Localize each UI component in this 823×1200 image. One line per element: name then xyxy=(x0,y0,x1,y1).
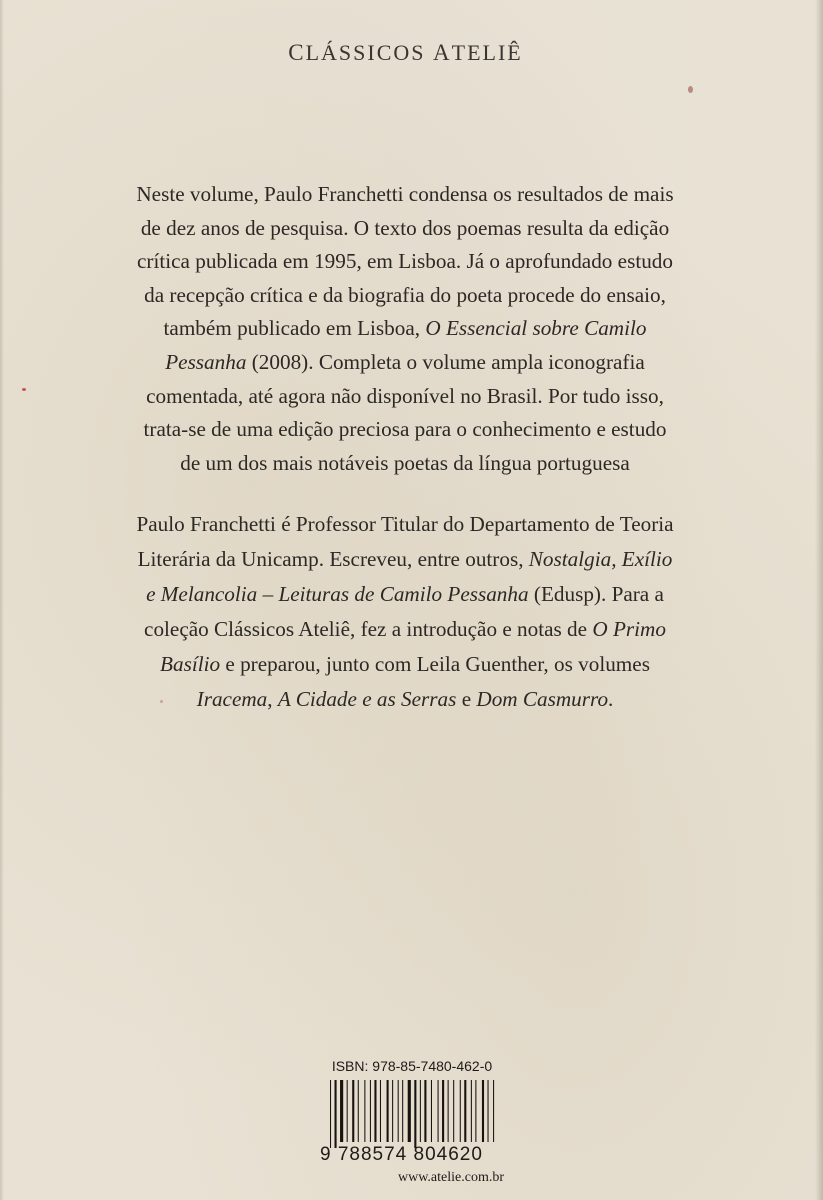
barcode-bar xyxy=(335,1080,337,1148)
barcode-bar xyxy=(352,1080,354,1142)
barcode-bars-icon xyxy=(322,1080,502,1150)
barcode-area xyxy=(320,1058,504,1190)
barcode-bar xyxy=(364,1080,365,1142)
description-line: também publicado em Lisboa, O Essencial sobre Camilo xyxy=(163,316,647,341)
bio-line: Iracema, A Cidade e as Serras e Dom Casmurro. xyxy=(196,687,614,711)
barcode-bar xyxy=(482,1080,484,1142)
book-title-italic: e Melancolia – Leituras de Camilo Pessanha xyxy=(146,582,529,606)
book-title-italic: Dom Casmurro xyxy=(476,687,609,711)
cover-left-edge-shadow xyxy=(0,0,4,1200)
description-line: da recepção crítica e da biografia do poeta procede do ensaio, xyxy=(144,282,666,307)
barcode-bar xyxy=(374,1080,376,1142)
barcode-bar xyxy=(448,1080,449,1142)
barcode-bar xyxy=(358,1080,359,1142)
barcode-bar xyxy=(408,1080,411,1142)
bio-line: Paulo Franchetti é Professor Titular do Departamento de Teoria xyxy=(136,512,674,536)
stain-speck xyxy=(688,86,693,93)
publisher-website: www.atelie.com.br xyxy=(398,1170,504,1185)
description-line: de um dos mais notáveis poetas da língua portuguesa xyxy=(180,450,630,475)
barcode-bar xyxy=(453,1080,454,1142)
barcode-bar xyxy=(464,1080,466,1142)
barcode-bar xyxy=(424,1080,426,1142)
description-line: crítica publicada em 1995, em Lisboa. Já o aprofundado estudo xyxy=(137,249,673,274)
book-title-italic: O Primo xyxy=(592,617,666,641)
barcode-bar xyxy=(431,1080,432,1142)
author-bio xyxy=(96,507,714,717)
barcode-bar xyxy=(398,1080,399,1142)
barcode-bar xyxy=(488,1080,489,1142)
barcode-bar xyxy=(442,1080,444,1142)
barcode-bar xyxy=(402,1080,403,1142)
barcode-bar xyxy=(392,1080,393,1142)
description-line: de dez anos de pesquisa. O texto dos poemas resulta da edição xyxy=(140,215,670,240)
barcode-bar xyxy=(460,1080,461,1142)
description-line: trata-se de uma edição preciosa para o conhecimento e estudo xyxy=(143,417,667,442)
book-title-italic: O Essencial sobre Camilo xyxy=(425,316,647,341)
isbn-number: ISBN: 978-85-7480-462-0 xyxy=(331,1058,493,1074)
book-title-italic: A Cidade e as Serras xyxy=(277,687,457,711)
book-description xyxy=(96,178,714,480)
barcode-bar xyxy=(475,1080,476,1142)
description-line: Neste volume, Paulo Franchetti condensa os resultados de mais xyxy=(136,182,674,206)
description-line: comentada, até agora não disponível no Brasil. Por tudo isso, xyxy=(146,383,664,408)
barcode-digits: 9 788574 804620 xyxy=(320,1144,483,1165)
description-line: Pessanha (2008). Completa o volume ampla iconografia xyxy=(165,349,645,374)
bio-line: coleção Clássicos Ateliê, fez a introdução e notas de O Primo xyxy=(144,617,666,641)
series-title: CLÁSSICOS ATELIÊ xyxy=(288,40,523,65)
bio-line: Basílio e preparou, junto com Leila Guenther, os volumes xyxy=(160,652,650,676)
book-title-italic: Iracema xyxy=(196,687,268,711)
barcode-bar xyxy=(493,1080,494,1142)
cover-right-edge-shadow xyxy=(815,0,823,1200)
barcode-bar xyxy=(370,1080,371,1142)
barcode-bar xyxy=(330,1080,331,1148)
bio-line: e Melancolia – Leituras de Camilo Pessanha (Edusp). Para a xyxy=(146,582,664,606)
book-title-italic: Nostalgia, Exílio xyxy=(528,547,673,571)
barcode-bar xyxy=(471,1080,472,1142)
stain-speck xyxy=(22,388,26,391)
book-title-italic: Basílio xyxy=(160,652,221,676)
barcode-bar xyxy=(380,1080,381,1142)
barcode-bar xyxy=(340,1080,343,1142)
bio-line: Literária da Unicamp. Escreveu, entre outros, Nostalgia, Exílio xyxy=(137,547,673,571)
barcode-bar xyxy=(420,1080,421,1142)
barcode-bar xyxy=(414,1080,416,1148)
barcode-bar xyxy=(438,1080,439,1142)
barcode-bar xyxy=(347,1080,348,1142)
barcode-bar xyxy=(387,1080,389,1142)
book-title-italic: Pessanha xyxy=(165,349,247,374)
